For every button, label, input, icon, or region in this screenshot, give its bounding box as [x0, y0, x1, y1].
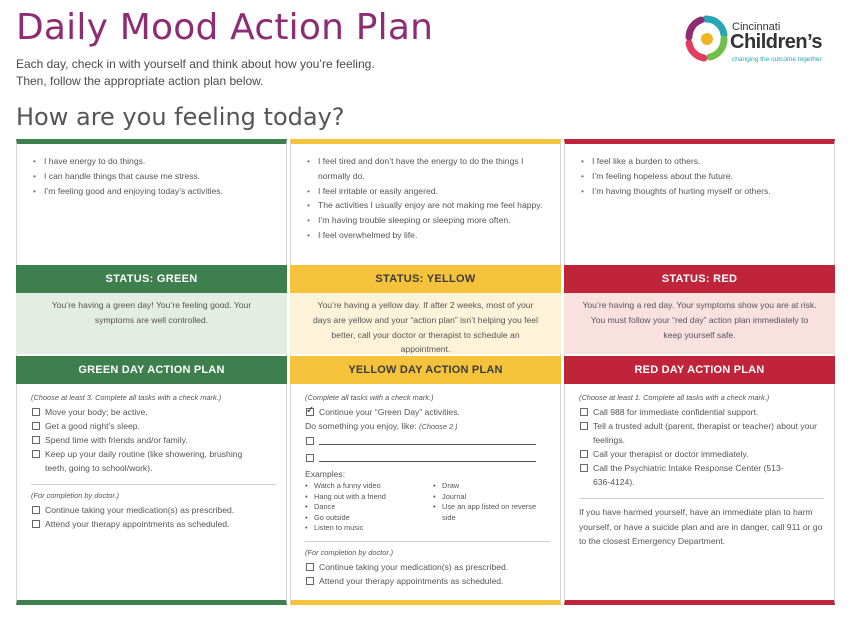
list-item: • I feel tired and don’t have the energy to do the things I normally do.: [307, 154, 550, 184]
yellow-column: [290, 139, 561, 605]
yellow-doctor-task[interactable]: Attend your therapy appointments as scheduled.: [305, 574, 550, 588]
green-column: [16, 139, 287, 605]
cincinnati-childrens-logo: [684, 15, 844, 67]
status-red-banner: STATUS: RED: [564, 265, 835, 293]
checkbox[interactable]: [32, 422, 40, 430]
check-mark-icon: ✓: [306, 405, 315, 416]
red-plan-note: (Choose at least 1. Complete all tasks with a check mark.): [579, 393, 770, 402]
checkbox[interactable]: [306, 577, 314, 585]
checkbox[interactable]: [32, 408, 40, 416]
write-in-line[interactable]: [319, 461, 536, 462]
red-task[interactable]: Call 988 for immediate confidential support.: [579, 405, 824, 419]
write-in-line[interactable]: [319, 444, 536, 445]
checkbox[interactable]: [32, 506, 40, 514]
list-item: • The activities I usually enjoy are not making me feel happy.: [307, 198, 550, 213]
green-plan: [17, 387, 286, 531]
examples-label: Examples:: [305, 469, 346, 479]
green-plan-title: GREEN DAY ACTION PLAN: [16, 356, 287, 384]
yellow-symptoms: [291, 144, 560, 264]
list-item: • I have energy to do things.: [33, 154, 276, 169]
checkbox[interactable]: [306, 563, 314, 571]
emergency-text: If you have harmed yourself, have an immediate plan to harm yourself, or have a suicide plan and are in danger, call 911 or go to the closest Emergency Department.: [579, 507, 823, 547]
list-item: • I feel like a burden to others.: [581, 154, 824, 169]
red-task[interactable]: Call your therapist or doctor immediately.: [579, 447, 824, 461]
list-item: • Watch a funny video: [305, 481, 433, 492]
yellow-doctor-task[interactable]: Continue taking your medication(s) as prescribed.: [305, 560, 550, 574]
status-green-text: You’re having a green day! You’re feeling good. Your symptoms are well controlled.: [16, 293, 287, 354]
green-plan-note: (Choose at least 3. Complete all tasks with a check mark.): [31, 393, 222, 402]
list-item: • Listen to music: [305, 523, 433, 534]
checkbox[interactable]: [306, 454, 314, 462]
page-title: Daily Mood Action Plan: [16, 7, 434, 48]
green-task[interactable]: Move your body; be active.: [31, 405, 276, 419]
list-item: • Go outside: [305, 513, 433, 524]
enjoy-prompt: Do something you enjoy, like: (Choose 2.): [305, 421, 458, 431]
intro-line-2: Then, follow the appropriate action plan below.: [16, 74, 264, 88]
status-yellow-text: You’re having a yellow day. If after 2 weeks, most of your days are yellow and your “action plan” isn’t helping you feel better, call your doctor or therapist to schedule an appointment.: [290, 293, 561, 354]
checkbox[interactable]: [32, 450, 40, 458]
checkbox[interactable]: [580, 408, 588, 416]
red-task[interactable]: Call the Psychiatric Intake Response Center (513-636-4124).: [579, 461, 824, 489]
green-doctor-note: (For completion by doctor.): [31, 491, 120, 500]
yellow-plan-note: (Complete all tasks with a check mark.): [305, 393, 434, 402]
list-item: • Use an app listed on reverse side: [433, 502, 543, 523]
list-item: • Draw: [433, 481, 543, 492]
logo-tagline: changing the outcome together: [732, 56, 822, 63]
list-item: • I’m having trouble sleeping or sleeping more often.: [307, 213, 550, 228]
checkbox[interactable]: [580, 422, 588, 430]
checkbox[interactable]: [306, 437, 314, 445]
status-green-banner: STATUS: GREEN: [16, 265, 287, 293]
list-item: • I’m feeling good and enjoying today’s activities.: [33, 184, 276, 199]
green-task[interactable]: Keep up your daily routine (like showering, brushing teeth, going to school/work).: [31, 447, 276, 475]
list-item: • I can handle things that cause me stress.: [33, 169, 276, 184]
list-item: • Journal: [433, 492, 543, 503]
checkbox[interactable]: [580, 464, 588, 472]
yellow-plan: [291, 387, 560, 588]
divider: [579, 498, 824, 499]
red-column: [564, 139, 835, 605]
enjoy-blank-2[interactable]: [305, 451, 550, 465]
checkbox[interactable]: [32, 520, 40, 528]
feeling-question: How are you feeling today?: [16, 103, 345, 131]
green-doctor-task[interactable]: Attend your therapy appointments as scheduled.: [31, 517, 276, 531]
checkbox[interactable]: [580, 450, 588, 458]
red-plan: [565, 387, 834, 549]
green-task[interactable]: Get a good night’s sleep.: [31, 419, 276, 433]
yellow-doctor-note: (For completion by doctor.): [305, 547, 394, 557]
red-task[interactable]: Tell a trusted adult (parent, therapist or teacher) about your feelings.: [579, 419, 824, 447]
red-symptoms: [565, 144, 834, 264]
status-yellow-banner: STATUS: YELLOW: [290, 265, 561, 293]
divider: [31, 484, 276, 485]
examples-list: [305, 481, 550, 534]
logo-line-2: Children’s: [730, 31, 823, 53]
list-item: • I’m having thoughts of hurting myself or others.: [581, 184, 824, 199]
logo-line-1: Cincinnati: [732, 21, 781, 33]
list-item: • I feel irritable or easily angered.: [307, 184, 550, 199]
status-red-text: You’re having a red day. Your symptoms show you are at risk. You must follow your “red day” action plan immediately to keep yourself safe.: [564, 293, 835, 354]
green-doctor-task[interactable]: Continue taking your medication(s) as prescribed.: [31, 503, 276, 517]
yellow-checked-task[interactable]: ✓ Continue your “Green Day” activities.: [306, 405, 460, 417]
list-item: • I feel overwhelmed by life.: [307, 228, 550, 243]
checkbox[interactable]: [32, 436, 40, 444]
divider: [305, 541, 550, 542]
enjoy-blank-1[interactable]: [305, 434, 550, 448]
logo-mark-icon: [684, 15, 730, 65]
list-item: • Dance: [305, 502, 433, 513]
intro-line-1: Each day, check in with yourself and think about how you’re feeling.: [16, 57, 375, 71]
intro-text: [16, 56, 375, 90]
list-item: • Hang out with a friend: [305, 492, 433, 503]
green-task[interactable]: Spend time with friends and/or family.: [31, 433, 276, 447]
red-plan-title: RED DAY ACTION PLAN: [564, 356, 835, 384]
yellow-plan-title: YELLOW DAY ACTION PLAN: [290, 356, 561, 384]
list-item: • I’m feeling hopeless about the future.: [581, 169, 824, 184]
green-symptoms: [17, 144, 286, 264]
